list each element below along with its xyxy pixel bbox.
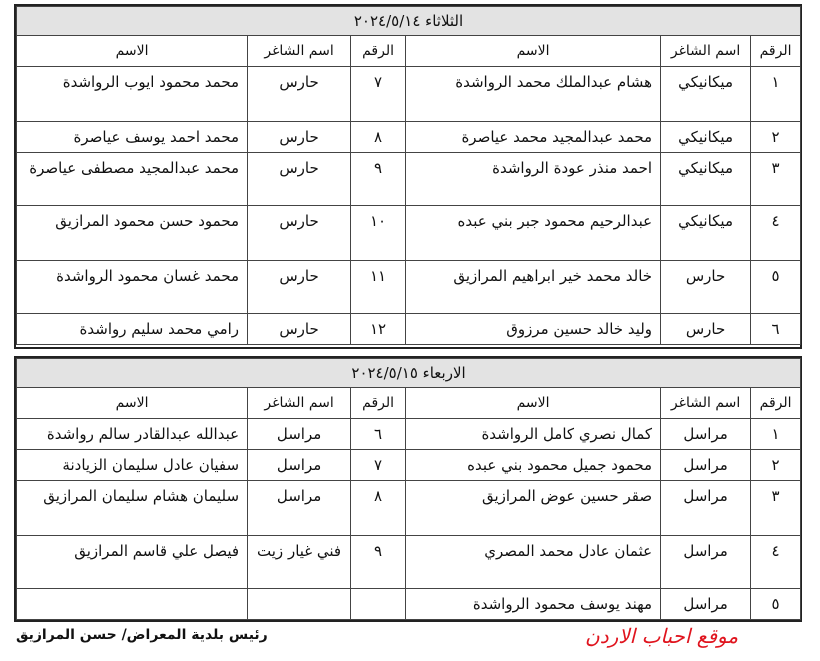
job-title: حارس [248, 314, 351, 345]
table-row [17, 536, 801, 589]
day2-table [16, 358, 801, 620]
day2-header-row [17, 388, 801, 419]
person-name: محمد عبدالمجيد مصطفى عياصرة [17, 153, 248, 206]
table-row [17, 314, 801, 345]
row-number: ٤ [751, 536, 801, 589]
col-name: الاسم [406, 388, 661, 419]
job-title: مراسل [661, 536, 751, 589]
person-name: سفيان عادل سليمان الزيادنة [17, 450, 248, 481]
row-number: ١ [751, 67, 801, 122]
day2-rows [17, 419, 801, 620]
table-row [17, 122, 801, 153]
row-number: ٩ [351, 153, 406, 206]
person-name: خالد محمد خير ابراهيم المرازيق [406, 261, 661, 314]
col-job-2: اسم الشاغر [248, 36, 351, 67]
col-job: اسم الشاغر [661, 36, 751, 67]
person-name: مهند يوسف محمود الرواشدة [406, 589, 661, 620]
job-title: ميكانيكي [661, 153, 751, 206]
row-number: ٦ [351, 419, 406, 450]
person-name: محمد محمود ايوب الرواشدة [17, 67, 248, 122]
job-title: مراسل [661, 589, 751, 620]
row-number: ١ [751, 419, 801, 450]
job-title: مراسل [248, 419, 351, 450]
row-number [351, 589, 406, 620]
col-name: الاسم [406, 36, 661, 67]
site-watermark: موقع احباب الاردن [585, 624, 739, 648]
day1-title: الثلاثاء ٢٠٢٤/٥/١٤ [17, 7, 801, 36]
schedule-day1 [14, 4, 802, 349]
day1-header-row [17, 36, 801, 67]
job-title: ميكانيكي [661, 206, 751, 261]
person-name: عثمان عادل محمد المصري [406, 536, 661, 589]
col-name-2: الاسم [17, 36, 248, 67]
row-number: ٢ [751, 122, 801, 153]
row-number: ٧ [351, 67, 406, 122]
job-title: ميكانيكي [661, 67, 751, 122]
job-title [248, 589, 351, 620]
person-name: كمال نصري كامل الرواشدة [406, 419, 661, 450]
row-number: ٦ [751, 314, 801, 345]
job-title: حارس [248, 122, 351, 153]
row-number: ١٠ [351, 206, 406, 261]
person-name: محمد عبدالمجيد محمد عياصرة [406, 122, 661, 153]
table-row [17, 450, 801, 481]
person-name: سليمان هشام سليمان المرازيق [17, 481, 248, 536]
job-title: مراسل [248, 481, 351, 536]
person-name: محمود حسن محمود المرازيق [17, 206, 248, 261]
person-name: هشام عبدالملك محمد الرواشدة [406, 67, 661, 122]
table-row [17, 589, 801, 620]
person-name: محمود جميل محمود بني عبده [406, 450, 661, 481]
job-title: مراسل [661, 450, 751, 481]
job-title: مراسل [661, 419, 751, 450]
job-title: مراسل [248, 450, 351, 481]
person-name: رامي محمد سليم رواشدة [17, 314, 248, 345]
col-num: الرقم [751, 388, 801, 419]
col-num-2: الرقم [351, 36, 406, 67]
person-name: وليد خالد حسين مرزوق [406, 314, 661, 345]
job-title: ميكانيكي [661, 122, 751, 153]
col-job-2: اسم الشاغر [248, 388, 351, 419]
table-row [17, 206, 801, 261]
day1-table [16, 6, 801, 345]
person-name: احمد منذر عودة الرواشدة [406, 153, 661, 206]
day2-title: الاربعاء ٢٠٢٤/٥/١٥ [17, 359, 801, 388]
job-title: حارس [661, 314, 751, 345]
person-name: عبدالله عبدالقادر سالم رواشدة [17, 419, 248, 450]
row-number: ٤ [751, 206, 801, 261]
person-name: محمد احمد يوسف عياصرة [17, 122, 248, 153]
row-number: ٥ [751, 589, 801, 620]
job-title: حارس [248, 261, 351, 314]
row-number: ١١ [351, 261, 406, 314]
person-name: فيصل علي قاسم المرازيق [17, 536, 248, 589]
job-title: حارس [248, 67, 351, 122]
schedule-day2 [14, 356, 802, 622]
col-job: اسم الشاغر [661, 388, 751, 419]
person-name [17, 589, 248, 620]
job-title: مراسل [661, 481, 751, 536]
job-title: حارس [248, 153, 351, 206]
row-number: ٩ [351, 536, 406, 589]
row-number: ٨ [351, 481, 406, 536]
row-number: ٢ [751, 450, 801, 481]
job-title: حارس [248, 206, 351, 261]
table-row [17, 261, 801, 314]
row-number: ٣ [751, 481, 801, 536]
job-title: حارس [661, 261, 751, 314]
signature-line: رئيس بلدية المعراض/ حسن المرازيق [16, 627, 268, 643]
row-number: ٨ [351, 122, 406, 153]
col-name-2: الاسم [17, 388, 248, 419]
col-num-2: الرقم [351, 388, 406, 419]
row-number: ٧ [351, 450, 406, 481]
row-number: ٣ [751, 153, 801, 206]
day1-rows [17, 67, 801, 345]
person-name: صقر حسين عوض المرازيق [406, 481, 661, 536]
table-row [17, 153, 801, 206]
person-name: محمد غسان محمود الرواشدة [17, 261, 248, 314]
table-row [17, 481, 801, 536]
table-row [17, 67, 801, 122]
row-number: ١٢ [351, 314, 406, 345]
job-title: فني غيار زيت [248, 536, 351, 589]
person-name: عبدالرحيم محمود جبر بني عبده [406, 206, 661, 261]
row-number: ٥ [751, 261, 801, 314]
col-num: الرقم [751, 36, 801, 67]
table-row [17, 419, 801, 450]
